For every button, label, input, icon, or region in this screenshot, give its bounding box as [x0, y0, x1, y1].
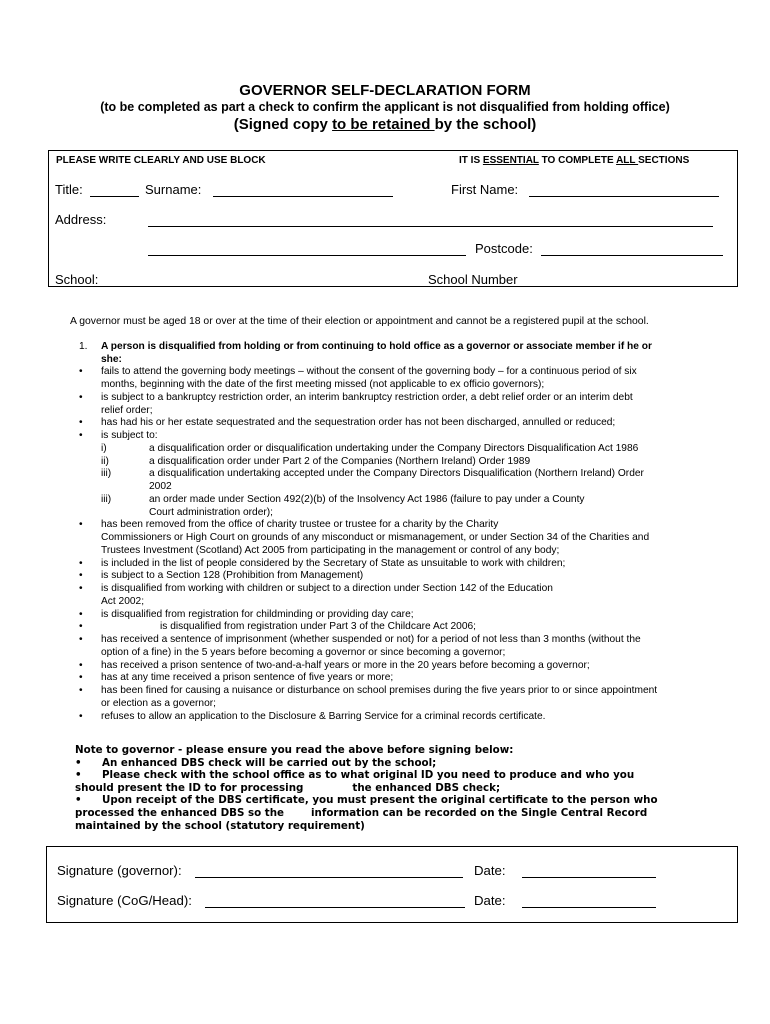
school-number-field[interactable] [528, 274, 720, 287]
governor-date-label: Date: [474, 863, 506, 878]
head-date-field[interactable] [522, 895, 656, 908]
roman-numeral: iii) [101, 493, 112, 505]
list-bullet: • [79, 621, 83, 633]
note-item-2-cont-b: the enhanced DBS check; [352, 781, 501, 794]
section-heading: A person is disqualified from holding or from continuing to hold office as a governor or associate member if he or [101, 341, 652, 352]
instruction-right-mid: TO COMPLETE [538, 155, 617, 166]
address-line-1[interactable] [148, 214, 713, 227]
personal-details-box [48, 150, 738, 287]
note-item-1-text: An enhanced DBS check will be carried out by the school; [102, 756, 437, 769]
postcode-field[interactable] [541, 243, 723, 256]
list-item-text: Court administration order); [149, 506, 273, 518]
instruction-right-post: SECTIONS [638, 155, 690, 166]
note-bullet: • [75, 769, 82, 782]
list-item-text: is subject to a bankruptcy restriction order, an interim bankruptcy restriction order, a debt relief order or an interim debt [101, 391, 633, 403]
instruction-right-essential: ESSENTIAL [482, 155, 539, 166]
note-item-2-cont-a: should present the ID to for processing [75, 781, 304, 794]
first-name-label: First Name: [451, 182, 519, 197]
governor-date-field[interactable] [522, 865, 656, 878]
retention-note [0, 116, 770, 133]
list-bullet: • [79, 519, 83, 531]
section-number: 1. [79, 341, 88, 352]
list-item-text: has been fined for causing a nuisance or disturbance on school premises during the five years prior to or since appointment [101, 685, 658, 697]
list-item-text: Act 2002; [101, 595, 145, 607]
head-signature-label: Signature (CoG/Head): [57, 893, 192, 908]
surname-field[interactable] [213, 184, 393, 197]
list-item-text: a disqualification undertaking accepted under the Company Directors Disqualification (Northern Ireland) Order [149, 468, 644, 480]
head-signature-row [57, 893, 192, 908]
list-bullet: • [79, 583, 83, 595]
instruction-left: PLEASE WRITE CLEARLY AND USE BLOCK [56, 155, 266, 166]
head-signature-field[interactable] [205, 895, 465, 908]
governor-signature-label: Signature (governor): [57, 863, 182, 878]
list-item-text: a disqualification order or disqualification undertaking under the Company Directors Disqualification Act 1986 [149, 442, 639, 454]
list-bullet: • [79, 685, 83, 697]
school-label: School: [55, 272, 99, 287]
roman-numeral: ii) [101, 455, 109, 467]
list-bullet: • [79, 710, 83, 722]
postcode-label: Postcode: [475, 241, 533, 256]
roman-numeral: i) [101, 442, 107, 454]
list-item-text: is disqualified from registration for childminding or providing day care; [101, 608, 414, 620]
address-label: Address: [55, 212, 107, 227]
list-item-text: has at any time received a prison sentence of five years or more; [101, 672, 394, 684]
note-bullet: • [75, 756, 82, 769]
note-item-3-cont-b: information can be recorded on the Single Central Record [311, 806, 648, 819]
instruction-right [459, 155, 689, 166]
title-field[interactable] [90, 184, 139, 197]
list-item-text: option of a fine) in the 5 years before becoming a governor or since becoming a governor; [101, 646, 506, 658]
list-bullet: • [79, 672, 83, 684]
roman-numeral: iii) [101, 468, 112, 480]
list-item-text: is disqualified from working with children or subject to a direction under Section 142 of the Education [101, 583, 553, 595]
list-item-text: an order made under Section 492(2)(b) of the Insolvency Act 1986 (failure to pay under a County [149, 493, 585, 505]
age-requirement: A governor must be aged 18 or over at the time of their election or appointment and cannot be a registered pupil at the school. [70, 316, 649, 327]
note-item-1 [75, 757, 745, 770]
note-item-3-cont [75, 807, 745, 820]
list-bullet: • [79, 430, 83, 442]
note-item-3 [75, 794, 745, 807]
list-bullet: • [79, 570, 83, 582]
list-bullet: • [79, 557, 83, 569]
list-item-text: is included in the list of people considered by the Secretary of State as unsuitable to work with children; [101, 557, 566, 569]
list-bullet: • [79, 417, 83, 429]
note-item-3-cont2: maintained by the school (statutory requirement) [75, 819, 365, 832]
surname-label: Surname: [145, 182, 202, 197]
list-bullet: • [79, 366, 83, 378]
note-item-2-text: Please check with the school office as to what original ID you need to produce and who you [102, 769, 635, 782]
list-item-text: refuses to allow an application to the Disclosure & Barring Service for a criminal records certificate. [101, 710, 546, 722]
head-date-label: Date: [474, 893, 506, 908]
list-item-text: 2002 [149, 481, 172, 493]
note-item-2 [75, 769, 745, 782]
retention-pre: (Signed copy [233, 116, 333, 133]
list-bullet: • [79, 634, 83, 646]
list-item-text: is subject to: [101, 430, 158, 442]
section-heading-cont: she: [101, 353, 122, 365]
instruction-right-all: ALL [616, 155, 639, 166]
instruction-right-pre: IT IS [459, 155, 483, 166]
list-item-text: has had his or her estate sequestrated and the sequestration order has not been discharged, annulled or reduced; [101, 417, 616, 429]
school-number-label: School Number [428, 272, 518, 287]
note-heading: Note to governor - please ensure you read the above before signing below: [75, 744, 514, 756]
list-item-text: has received a sentence of imprisonment (whether suspended or not) for a period of not less than 3 months (without the [101, 634, 641, 646]
retention-post: by the school) [434, 116, 537, 133]
address-line-2[interactable] [148, 243, 466, 256]
list-item-text: or election as a governor; [101, 697, 216, 709]
title-label: Title: [55, 182, 83, 197]
list-item-text: Trustees Investment (Scotland) Act 2005 from participating in the management or control of any body; [101, 544, 560, 556]
note-item-3-cont-a: processed the enhanced DBS so the [75, 806, 285, 819]
list-bullet: • [79, 391, 83, 403]
list-item-text: has received a prison sentence of two-and-a-half years or more in the 20 years before becoming a governor; [101, 659, 590, 671]
list-item-text: relief order; [101, 404, 153, 416]
note-item-3-text: Upon receipt of the DBS certificate, you must present the original certificate to the person who [102, 794, 658, 807]
list-bullet: • [79, 608, 83, 620]
list-item-text: a disqualification order under Part 2 of the Companies (Northern Ireland) Order 1989 [149, 455, 531, 467]
list-item-text: months, beginning with the date of the first meeting missed (not applicable to ex officio governors); [101, 379, 545, 391]
note-bullet: • [75, 794, 82, 807]
list-item-text: fails to attend the governing body meetings – without the consent of the governing body – for a continuous period of six [101, 366, 637, 378]
governor-signature-row [57, 863, 182, 878]
form-title: GOVERNOR SELF-DECLARATION FORM [239, 82, 531, 99]
list-item-text: is subject to a Section 128 (Prohibition from Management) [101, 570, 364, 582]
governor-note [75, 744, 745, 832]
list-item-text: Commissioners or High Court on grounds of any misconduct or mismanagement, or under Section 34 of the Charities and [101, 532, 650, 544]
list-bullet: • [79, 659, 83, 671]
governor-signature-field[interactable] [195, 865, 463, 878]
school-field[interactable] [148, 274, 385, 287]
retention-underlined: to be retained [332, 116, 435, 133]
list-item-text: is disqualified from registration under Part 3 of the Childcare Act 2006; [160, 621, 476, 633]
form-subtitle: (to be completed as part a check to confirm the applicant is not disqualified from holding office) [100, 100, 670, 114]
disqualification-list [0, 341, 770, 721]
signature-box [46, 846, 738, 923]
first-name-field[interactable] [529, 184, 719, 197]
note-item-2-cont [75, 782, 745, 795]
list-item-text: has been removed from the office of charity trustee or trustee for a charity by the Charity [101, 519, 499, 531]
